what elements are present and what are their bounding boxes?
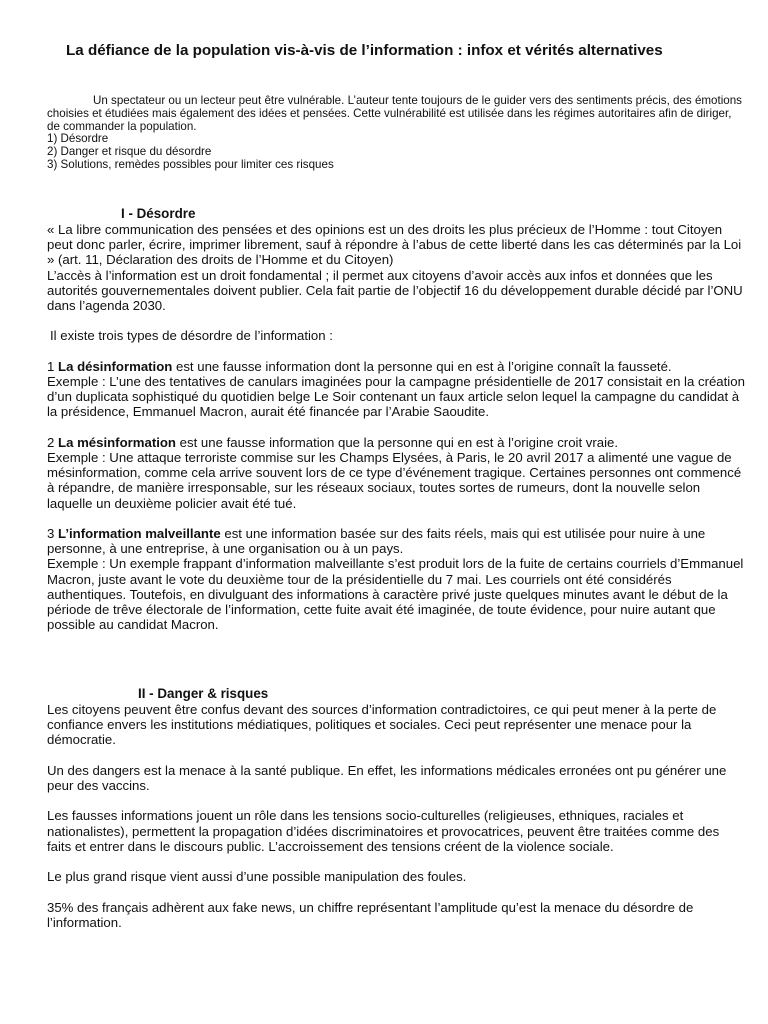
danger-paragraph-2: Un des dangers est la menace à la santé publique. En effet, les informations médicales erronées ont pu générer une peur des vaccins. (47, 762, 727, 793)
outline-list (47, 133, 747, 171)
section-2-body (47, 702, 747, 930)
access-paragraph: L’accès à l’information est un droit fondamental ; il permet aux citoyens d’avoir accès aux infos et données que les autorités gouvernementales doivent publier. Cela fait partie de l’objectif 16 du développement durable décidé par l’ONU dans l’agenda 2030. (47, 267, 743, 314)
section-1-heading: I - Désordre (121, 206, 196, 221)
type-1-definition: 1 La désinformation est une fausse information dont la personne qui en est à l’origine connaît la fausseté. (47, 358, 672, 374)
section-1-body (47, 222, 747, 632)
type-1-example: Exemple : L’une des tentatives de canulars imaginées pour la campagne présidentielle de 2017 consistait en la création d’un duplicata sophistiqué du quotidien belge Le Soir contenant un faux article selon lequel la campagne du candidat à la présidence, Emmanuel Macron, aurait été financée par l’Arabie Saoudite. (47, 374, 745, 420)
type-2-definition: 2 La mésinformation est une fausse information que la personne qui en est à l’origine croit vraie. (47, 434, 619, 450)
danger-paragraph-4: Le plus grand risque vient aussi d’une possible manipulation des foules. (47, 869, 467, 885)
intro-block (47, 95, 747, 172)
type-2-term: La mésinformation (58, 434, 176, 450)
outline-item: 1) Désordre (47, 132, 109, 146)
type-3-term: L’information malveillante (58, 526, 221, 541)
outline-item: 2) Danger et risque du désordre (47, 145, 212, 159)
type-2-example: Exemple : Une attaque terroriste commise sur les Champs Elysées, à Paris, le 20 avril 2017 a alimenté une vague de mésinformation, comme cela arrive souvent lors de ce type d’événement tragique. Certaines personnes ont commencé à répandre, de manière irresponsable, sur les réseaux sociaux, toutes sortes de rumeurs, dont la nouvelle selon laquelle un deuxième policier avait été tué. (47, 450, 742, 511)
types-intro: Il existe trois types de désordre de l’information : (50, 328, 333, 344)
type-3-definition: 3 L’information malveillante est une information basée sur des faits réels, mais qui est utilisée pour nuire à une personne, à une entreprise, à une organisation ou à un pays. (47, 526, 706, 557)
danger-paragraph-3: Les fausses informations jouent un rôle dans les tensions socio-culturelles (religieuses, ethniques, raciales et nationalistes), permettent la propagation d’idées discriminatoires et provocatrices, peuvent être traitées comme des faits et entrer dans le discours public. L’accroissement des tensions créent de la violence sociale. (47, 808, 720, 854)
danger-paragraph-1: Les citoyens peuvent être confus devant des sources d’information contradictoires, ce qui peut mener à la perte de confiance envers les institutions médiatiques, politiques et sociales. Ceci peut représenter une menace pour la démocratie. (47, 702, 717, 748)
intro-paragraph: Un spectateur ou un lecteur peut être vulnérable. L’auteur tente toujours de le guider vers des sentiments précis, des émotions choisies et étudiées mais également des idées et pensées. Cette vulnérabilité est utilisée dans les régimes autoritaires afin de diriger, de commander la population. (47, 94, 742, 133)
quote-paragraph: « La libre communication des pensées et des opinions est un des droits les plus précieux de l’Homme : tout Citoyen peut donc parler, écrire, imprimer librement, sauf à répondre à l’abus de cette liberté dans les cas déterminés par la Loi » (art. 11, Déclaration des droits de l’Homme et du Citoyen) (47, 222, 742, 268)
outline-item: 3) Solutions, remèdes possibles pour limiter ces risques (47, 157, 334, 171)
type-1-term: La désinformation (58, 358, 173, 374)
type-3-example: Exemple : Un exemple frappant d’information malveillante s’est produit lors de la fuite de certains courriels d’Emmanuel Macron, juste avant le vote du deuxième tour de la présidentielle du 7 mai. Les courriels ont été considérés authentiques. Toutefois, en divulguant des informations à caractère privé juste quelques minutes avant le début de la période de trêve électorale de l’information, cette fuite avait été imaginée, de toute évidence, pour nuire autant que possible au candidat Macron. (47, 556, 744, 633)
section-2-heading: II - Danger & risques (138, 686, 269, 701)
danger-paragraph-5: 35% des français adhèrent aux fake news, un chiffre représentant l’amplitude qu’est la menace du désordre de l’information. (47, 899, 694, 930)
document-title: La défiance de la population vis-à-vis de l’information : infox et vérités alternatives (66, 42, 663, 59)
